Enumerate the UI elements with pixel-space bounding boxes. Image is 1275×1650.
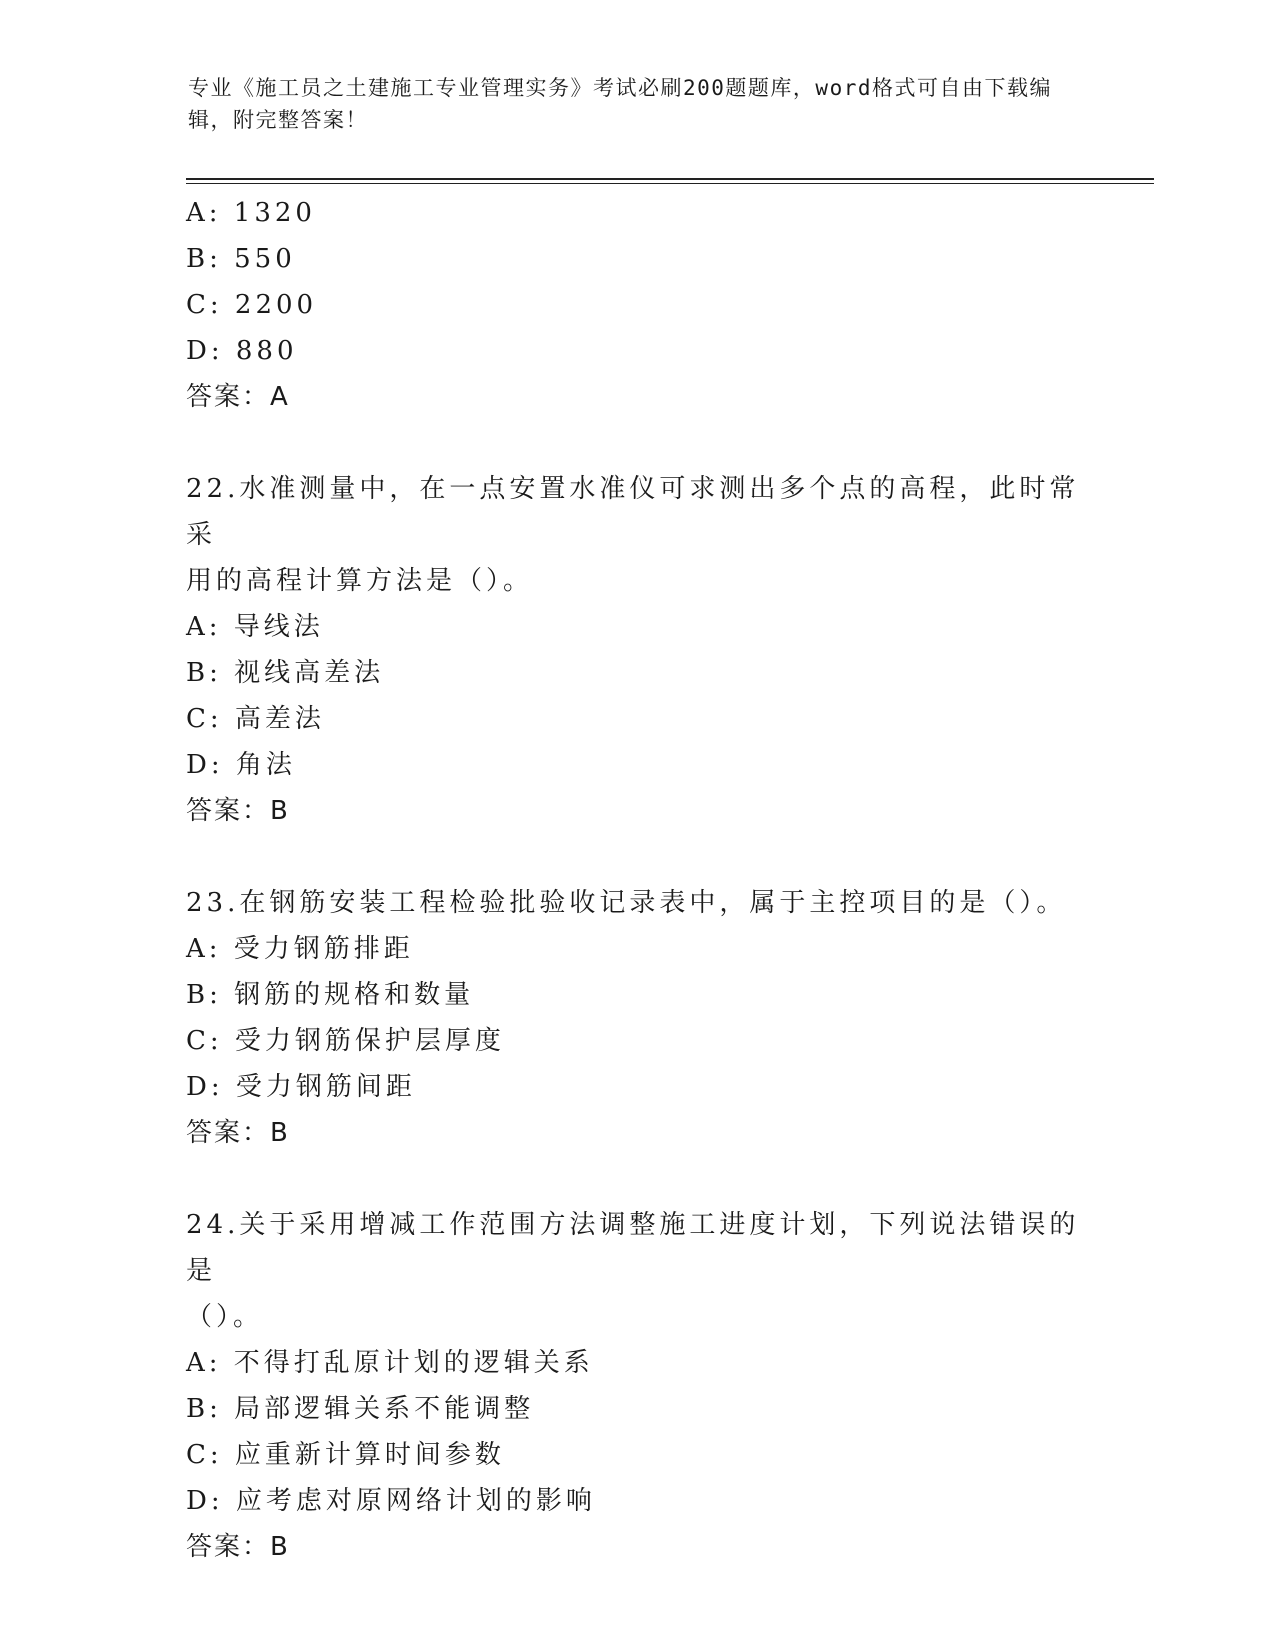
- option-b: B: 550: [186, 244, 296, 274]
- option-c: C: 受力钢筋保护层厚度: [186, 1026, 505, 1056]
- question-list: [186, 190, 1086, 1570]
- answer-line: 答案：B: [186, 1532, 290, 1562]
- question-22: [186, 466, 1086, 834]
- option-c: C: 应重新计算时间参数: [186, 1440, 505, 1470]
- answer-line: 答案：B: [186, 1118, 290, 1148]
- option-d: D: 受力钢筋间距: [186, 1072, 416, 1102]
- document-header: 专业《施工员之土建施工专业管理实务》考试必刷200题题库，word格式可自由下载编辑，附完整答案！: [188, 76, 1052, 132]
- question-stem: 24.关于采用增减工作范围方法调整施工进度计划，下列说法错误的是 （）。: [186, 1210, 1080, 1332]
- option-a: A: 导线法: [186, 612, 324, 642]
- question-23: [186, 880, 1086, 1156]
- answer-line: 答案：B: [186, 796, 290, 826]
- option-a: A: 1320: [186, 198, 316, 228]
- option-b: B: 视线高差法: [186, 658, 385, 688]
- option-a: A: 不得打乱原计划的逻辑关系: [186, 1348, 594, 1378]
- option-b: B: 局部逻辑关系不能调整: [186, 1394, 535, 1424]
- option-d: D: 应考虑对原网络计划的影响: [186, 1486, 596, 1516]
- option-d: D: 角法: [186, 750, 296, 780]
- option-c: C: 高差法: [186, 704, 325, 734]
- header-divider-thin: [186, 183, 1154, 184]
- option-c: C: 2200: [186, 290, 318, 320]
- question-stem: 23.在钢筋安装工程检验批验收记录表中，属于主控项目的是（）。: [186, 888, 1067, 918]
- answer-line: 答案：A: [186, 382, 290, 412]
- question-carryover: [186, 190, 1086, 420]
- option-d: D: 880: [186, 336, 298, 366]
- option-a: A: 受力钢筋排距: [186, 934, 414, 964]
- question-stem: 22.水准测量中，在一点安置水准仪可求测出多个点的高程，此时常采 用的高程计算方法是（）。: [186, 474, 1080, 596]
- header-divider-thick: [186, 178, 1154, 180]
- question-24: [186, 1202, 1086, 1570]
- option-b: B: 钢筋的规格和数量: [186, 980, 475, 1010]
